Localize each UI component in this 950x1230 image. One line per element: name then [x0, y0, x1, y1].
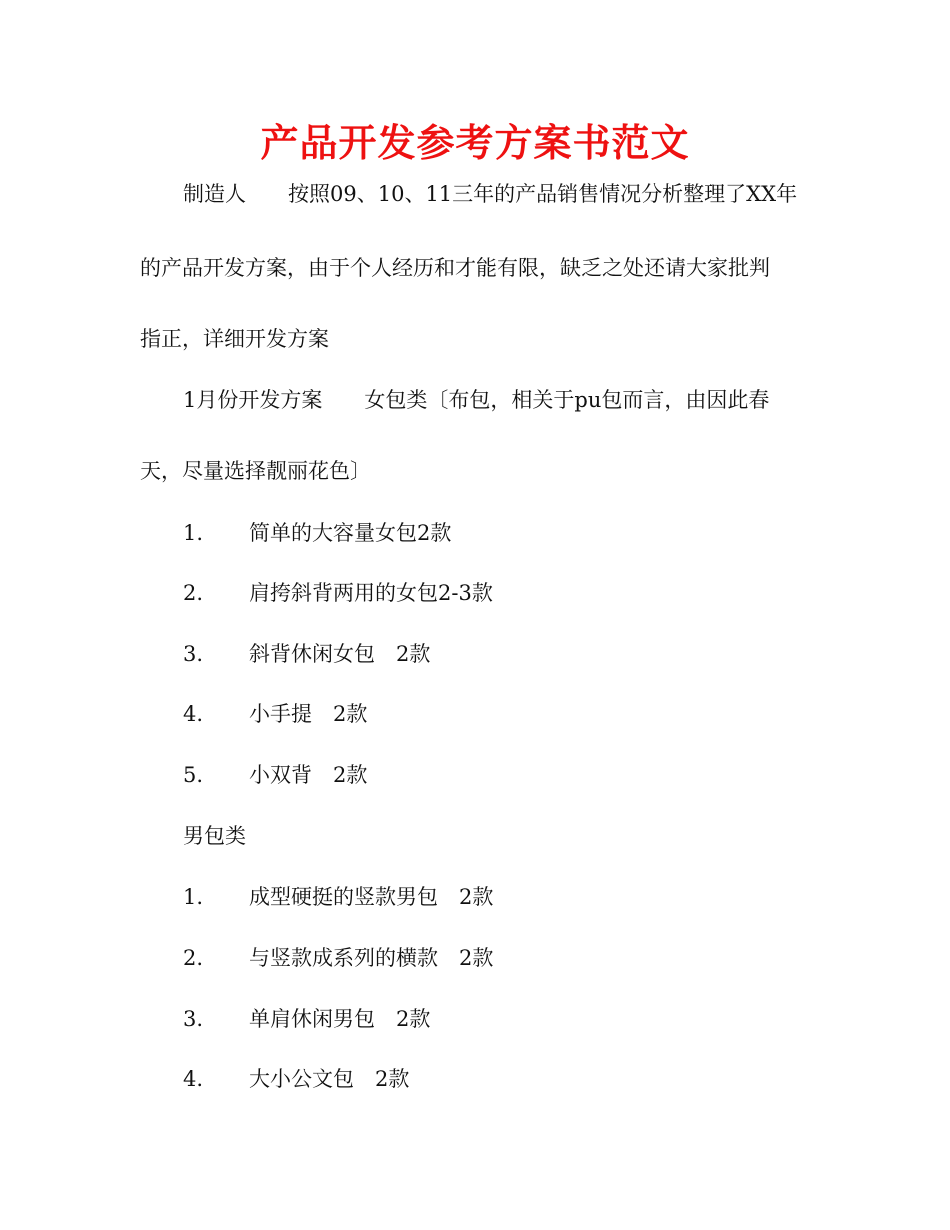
list-number: 5. — [183, 763, 204, 787]
list-text: 肩挎斜背两用的女包2-3款 — [249, 581, 493, 605]
list-item — [183, 942, 493, 974]
list-text: 单肩休闲男包 2款 — [249, 1007, 431, 1031]
list-text: 大小公文包 2款 — [249, 1067, 410, 1091]
list-item — [183, 881, 493, 913]
document-title: 产品开发参考方案书范文 — [260, 121, 690, 165]
intro-line-3: 指正，详细开发方案 — [140, 327, 329, 351]
january-line-2: 天，尽量选择靓丽花色〕 — [140, 459, 371, 483]
list-item — [183, 1003, 430, 1035]
list-number: 3. — [183, 1007, 204, 1031]
list-text: 成型硬挺的竖款男包 2款 — [249, 885, 494, 909]
list-item — [183, 759, 367, 791]
intro-author: 制造人 — [183, 182, 246, 206]
intro-text-1: 按照09、10、11三年的产品销售情况分析整理了XX年 — [288, 182, 798, 206]
list-text: 与竖款成系列的横款 2款 — [249, 946, 494, 970]
list-number: 4. — [183, 1067, 204, 1091]
list-number: 1. — [183, 521, 204, 545]
list-item — [183, 638, 430, 670]
january-line-1 — [183, 384, 812, 416]
january-text-1: 女包类〔布包，相关于pu包而言，由因此春 — [364, 388, 770, 412]
list-text: 斜背休闲女包 2款 — [249, 642, 431, 666]
list-text: 小双背 2款 — [249, 763, 368, 787]
men-heading: 男包类 — [183, 824, 246, 848]
list-item — [183, 577, 493, 609]
list-number: 2. — [183, 581, 204, 605]
list-number: 3. — [183, 642, 204, 666]
list-number: 1. — [183, 885, 204, 909]
list-item — [183, 517, 451, 549]
list-item — [183, 1063, 409, 1095]
intro-line-2: 的产品开发方案，由于个人经历和才能有限，缺乏之处还请大家批判 — [140, 256, 770, 280]
list-number: 2. — [183, 946, 204, 970]
january-heading: 1月份开发方案 — [183, 388, 323, 412]
list-text: 简单的大容量女包2款 — [249, 521, 452, 545]
list-text: 小手提 2款 — [249, 702, 368, 726]
list-item — [183, 698, 367, 730]
list-number: 4. — [183, 702, 204, 726]
intro-line-1 — [183, 178, 812, 210]
